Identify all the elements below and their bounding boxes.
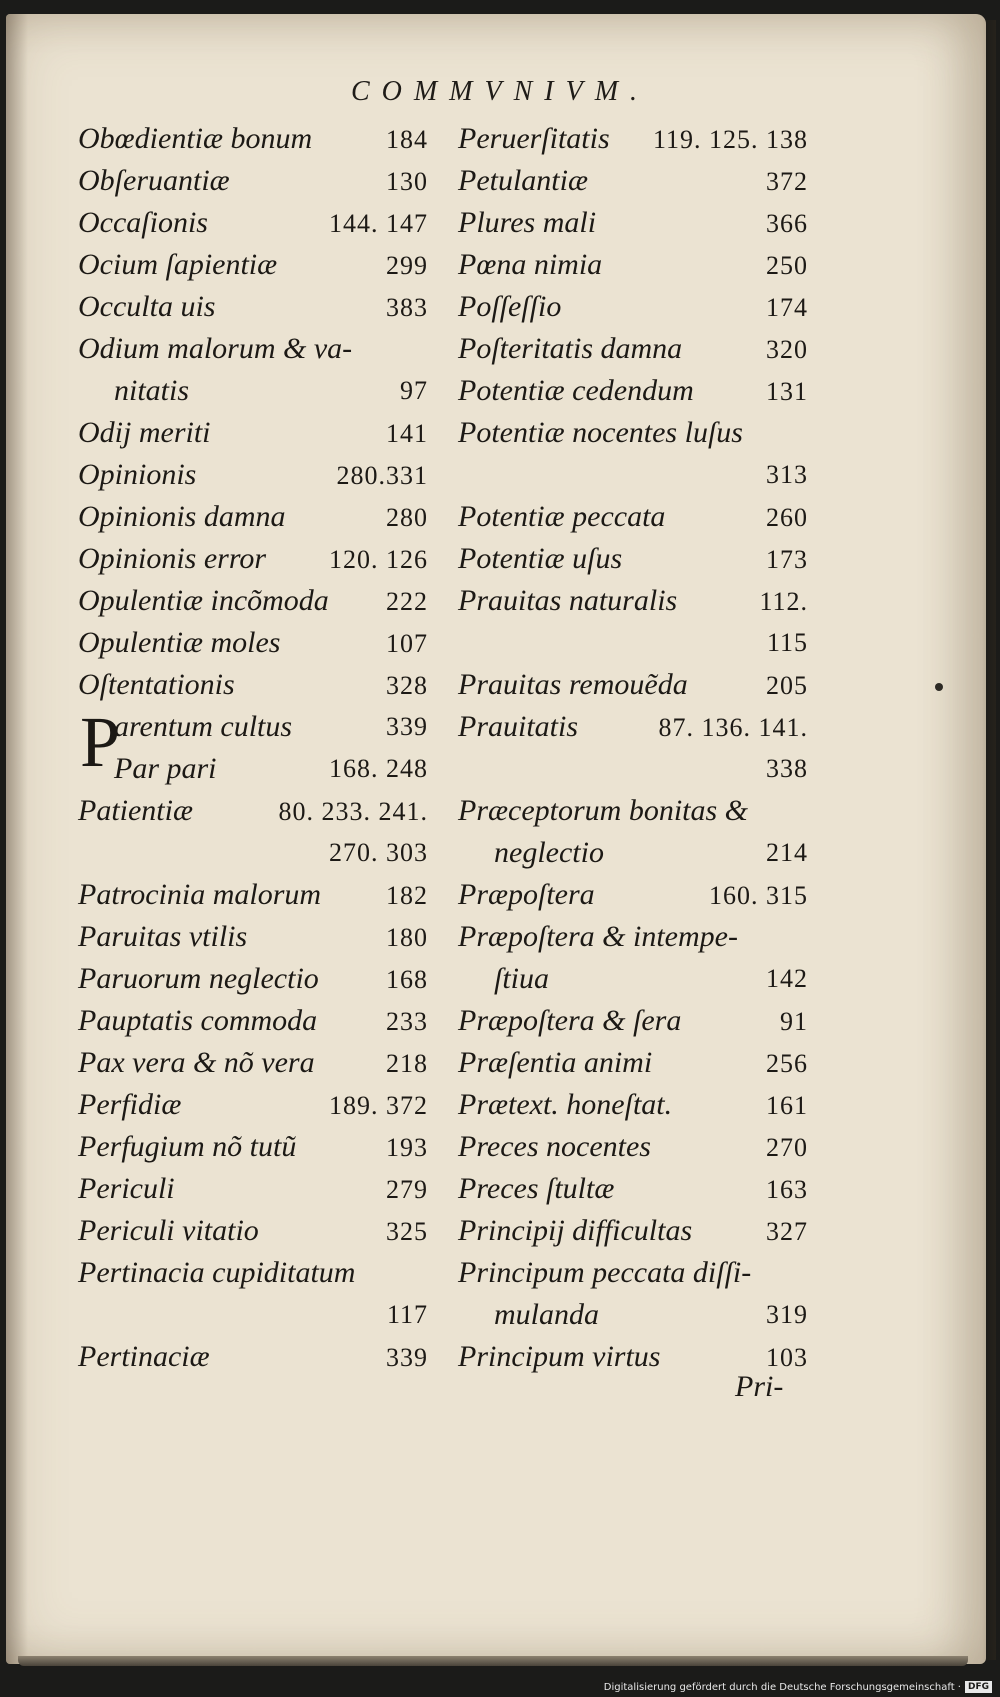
page-reference: 366 [766, 209, 808, 238]
index-entry [78, 1252, 428, 1294]
page-reference: 180 [386, 923, 428, 952]
index-entry [458, 1042, 808, 1084]
index-entry [458, 1168, 808, 1210]
index-term: Potentiæ nocentes luſus [458, 416, 743, 449]
page-reference: 160. 315 [709, 881, 808, 910]
index-term: neglectio [494, 836, 604, 869]
page-reference: 205 [766, 671, 808, 700]
page-reference: 91 [780, 1007, 808, 1036]
index-entry [78, 916, 428, 958]
digitization-footer [604, 1678, 992, 1696]
page-reference: 173 [766, 545, 808, 574]
index-term: Patientiæ [78, 794, 193, 827]
index-entry [78, 1210, 428, 1252]
page-reference: 193 [386, 1133, 428, 1162]
index-term: Periculi vitatio [78, 1214, 259, 1247]
page-stack-edge [18, 1656, 968, 1666]
page-reference: 141 [386, 419, 428, 448]
index-term: Oſtentationis [78, 668, 235, 701]
index-entry [78, 1336, 428, 1378]
index-entry [458, 1126, 808, 1168]
index-entry [458, 1252, 808, 1294]
page-reference: 112. [759, 587, 808, 616]
index-entry [458, 958, 808, 1000]
index-term: Opulentiæ incõmoda [78, 584, 329, 617]
index-entry [78, 538, 428, 580]
index-term: Peruerſitatis [458, 122, 610, 155]
index-term: Opinionis [78, 458, 197, 491]
index-entry [458, 580, 808, 622]
index-entry [458, 328, 808, 370]
page-reference: 120. 126 [329, 545, 428, 574]
page-reference: 119. 125. 138 [652, 125, 808, 154]
page-reference: 184 [386, 125, 428, 154]
footer-text: Digitalisierung gefördert durch die Deutsche Forschungsgemeinschaft · [603, 1681, 961, 1693]
index-term: Potentiæ peccata [458, 500, 666, 533]
index-entry [78, 118, 428, 160]
index-entry [78, 412, 428, 454]
index-entry [78, 1294, 428, 1336]
index-term: Petulantiæ [458, 164, 588, 197]
page-reference: 270. 303 [329, 838, 428, 867]
index-entry [458, 916, 808, 958]
index-term: Principum virtus [458, 1340, 661, 1373]
index-term: Pauptatis commoda [78, 1004, 318, 1037]
page-reference: 270 [766, 1133, 808, 1162]
page-reference: 372 [766, 167, 808, 196]
index-term: Obœdientiæ bonum [78, 122, 313, 155]
binding-gutter [6, 14, 28, 1664]
index-entry [78, 832, 428, 874]
page-reference: 218 [386, 1049, 428, 1078]
index-term: Præpoſtera [458, 878, 595, 911]
index-entry [458, 832, 808, 874]
page-edge-shadow [982, 20, 996, 1660]
index-term: Occulta uis [78, 290, 216, 323]
index-entry [458, 790, 808, 832]
dfg-logo: DFG [965, 1681, 992, 1693]
page-reference: 214 [766, 838, 808, 867]
page-reference: 319 [766, 1300, 808, 1329]
index-term: Poſteritatis damna [458, 332, 683, 365]
catchword: Pri- [735, 1370, 784, 1403]
page-reference: 163 [766, 1175, 808, 1204]
index-term: Principij difficultas [458, 1214, 693, 1247]
index-term: ſtiua [494, 962, 550, 995]
running-header: COMMVNIVM. [350, 76, 650, 107]
index-entry [78, 958, 428, 1000]
ink-spot [935, 683, 943, 691]
page-reference: 233 [386, 1007, 428, 1036]
index-entry [78, 1168, 428, 1210]
index-term: arentum cultus [114, 710, 293, 743]
index-term: Perfugium nõ tutũ [78, 1130, 297, 1163]
index-entry [458, 160, 808, 202]
index-entry [78, 706, 428, 748]
index-term: Poſſeſſio [458, 290, 562, 323]
index-entry [458, 1084, 808, 1126]
index-term: Paruitas vtilis [78, 920, 248, 953]
page-reference: 299 [386, 251, 428, 280]
index-term: Pertinacia cupiditatum [78, 1256, 356, 1289]
page-reference: 182 [386, 881, 428, 910]
page-reference: 189. 372 [329, 1091, 428, 1120]
page-reference: 174 [766, 293, 808, 322]
index-entry [78, 874, 428, 916]
index-entry [458, 370, 808, 412]
page-reference: 280 [386, 503, 428, 532]
page-reference: 80. 233. 241. [278, 797, 428, 826]
index-term: Potentiæ uſus [458, 542, 623, 575]
page-reference: 327 [766, 1217, 808, 1246]
index-column-right [458, 118, 808, 1378]
index-term: Par pari [114, 752, 217, 785]
index-term: Prauitas remouẽda [458, 668, 688, 701]
index-entry [78, 370, 428, 412]
index-term: Prauitas naturalis [458, 584, 678, 617]
page-reference: 103 [766, 1343, 808, 1372]
index-column-left [78, 118, 428, 1378]
index-entry [458, 286, 808, 328]
page-reference: 130 [386, 167, 428, 196]
index-term: Paruorum neglectio [78, 962, 319, 995]
page-reference: 320 [766, 335, 808, 364]
index-term: Præſentia animi [458, 1046, 653, 1079]
index-entry [78, 580, 428, 622]
index-entry [458, 664, 808, 706]
index-term: Pertinaciæ [78, 1340, 210, 1373]
index-entry [78, 1000, 428, 1042]
index-entry [78, 286, 428, 328]
index-term: nitatis [114, 374, 190, 407]
index-entry [458, 202, 808, 244]
index-term: Pax vera & nõ vera [78, 1046, 315, 1079]
index-entry [78, 160, 428, 202]
index-entry [78, 202, 428, 244]
index-term: mulanda [494, 1298, 599, 1331]
index-term: Præpoſtera & intempe- [458, 920, 738, 953]
page-reference: 97 [400, 376, 428, 405]
page-reference: 222 [386, 587, 428, 616]
page-reference: 338 [766, 754, 808, 783]
page-reference: 87. 136. 141. [658, 713, 808, 742]
index-entry [78, 1126, 428, 1168]
index-term: Prætext. honeſtat. [458, 1088, 673, 1121]
index-term: Preces ſtultæ [458, 1172, 615, 1205]
index-entry [458, 454, 808, 496]
index-term: Preces nocentes [458, 1130, 651, 1163]
index-entry [78, 454, 428, 496]
page-reference: 280.331 [336, 461, 428, 490]
page-reference: 107 [386, 629, 428, 658]
index-term: Opulentiæ moles [78, 626, 281, 659]
index-entry [78, 244, 428, 286]
page-reference: 144. 147 [329, 209, 428, 238]
index-term: Opinionis error [78, 542, 267, 575]
index-entry [458, 874, 808, 916]
index-term: Principum peccata diſſi- [458, 1256, 752, 1289]
page-reference: 328 [386, 671, 428, 700]
index-entry [458, 706, 808, 748]
index-term: Obſeruantiæ [78, 164, 230, 197]
index-entry [78, 790, 428, 832]
index-entry [458, 244, 808, 286]
index-term: Patrocinia malorum [78, 878, 322, 911]
index-term: Potentiæ cedendum [458, 374, 694, 407]
index-entry [78, 1084, 428, 1126]
page-reference: 161 [766, 1091, 808, 1120]
decorated-initial: P [80, 702, 121, 782]
page-reference: 313 [766, 460, 808, 489]
index-entry [458, 496, 808, 538]
page-reference: 339 [386, 1343, 428, 1372]
index-term: Perfidiæ [78, 1088, 182, 1121]
page-reference: 115 [766, 628, 808, 657]
index-term: Prauitatis [458, 710, 579, 743]
page-reference: 279 [386, 1175, 428, 1204]
index-term: Opinionis damna [78, 500, 286, 533]
index-entry [458, 538, 808, 580]
index-term: Odium malorum & va- [78, 332, 353, 365]
page-reference: 260 [766, 503, 808, 532]
page-reference: 339 [386, 712, 428, 741]
index-entry [458, 1000, 808, 1042]
index-entry [458, 1210, 808, 1252]
index-entry [78, 328, 428, 370]
page-reference: 250 [766, 251, 808, 280]
page-reference: 325 [386, 1217, 428, 1246]
index-term: Occaſionis [78, 206, 208, 239]
index-term: Præceptorum bonitas & [458, 794, 748, 827]
index-entry [78, 748, 428, 790]
index-entry [458, 622, 808, 664]
index-term: Pœna nimia [458, 248, 603, 281]
page-reference: 142 [766, 964, 808, 993]
page-reference: 168. 248 [329, 754, 428, 783]
page-reference: 131 [766, 377, 808, 406]
page-reference: 117 [386, 1300, 428, 1329]
page-reference: 168 [386, 965, 428, 994]
index-term: Præpoſtera & ſera [458, 1004, 682, 1037]
index-term: Periculi [78, 1172, 175, 1205]
index-entry [458, 118, 808, 160]
page-reference: 383 [386, 293, 428, 322]
page-reference: 256 [766, 1049, 808, 1078]
index-entry [458, 748, 808, 790]
index-entry [458, 412, 808, 454]
index-entry [78, 496, 428, 538]
index-term: Ocium ſapientiæ [78, 248, 278, 281]
index-term: Odij meriti [78, 416, 211, 449]
index-term: Plures mali [458, 206, 597, 239]
index-entry [78, 664, 428, 706]
index-entry [458, 1294, 808, 1336]
index-entry [78, 1042, 428, 1084]
index-entry [78, 622, 428, 664]
